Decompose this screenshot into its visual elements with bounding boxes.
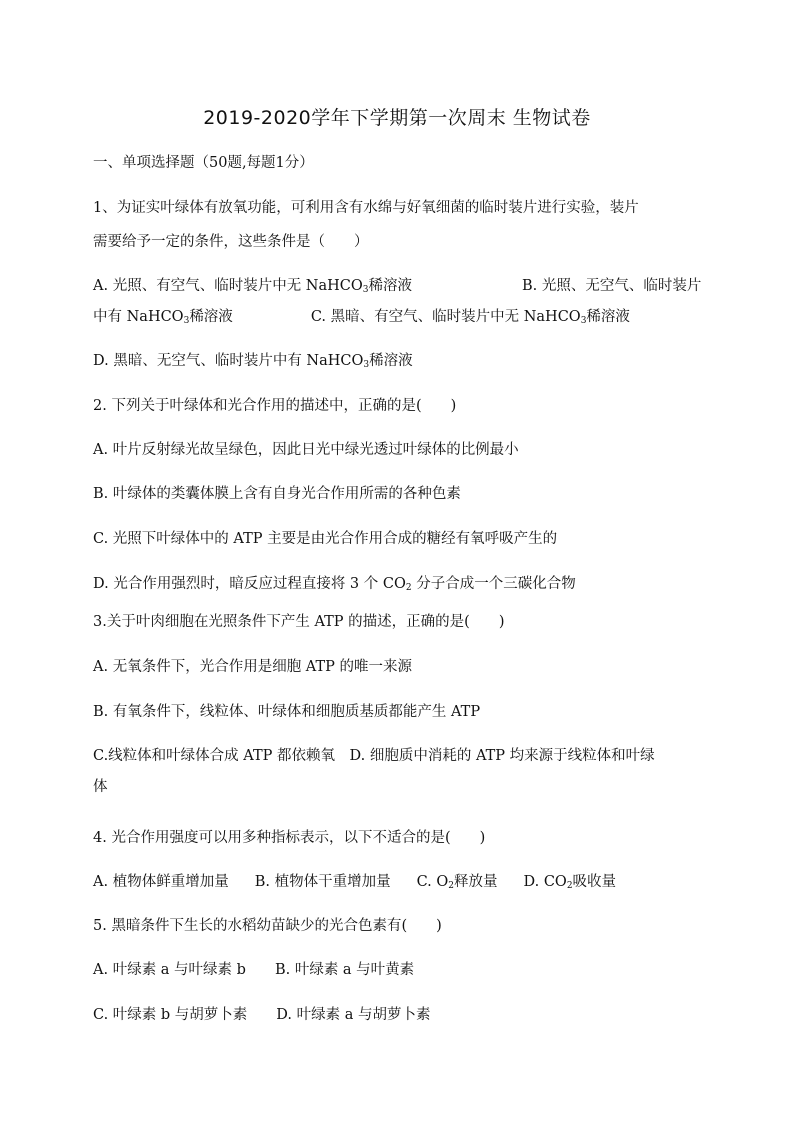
q5-options-ab: A. 叶绿素 a 与叶绿素 b B. 叶绿素 a 与叶黄素 — [93, 962, 415, 978]
q1-stem-line-1: 1、为证实叶绿体有放氧功能，可利用含有水绵与好氧细菌的临时装片进行实验，装片 — [93, 200, 639, 216]
page-title: 2019-2020学年下学期第一次周末 生物试卷 — [203, 107, 591, 129]
q2-stem: 2. 下列关于叶绿体和光合作用的描述中，正确的是( ) — [93, 398, 457, 414]
q3-options-cd-line-1: C.线粒体和叶绿体合成 ATP 都依赖氧 D. 细胞质中消耗的 ATP 均来源于线粒体和叶绿 — [93, 748, 655, 764]
q4-option-a: A. 植物体鲜重增加量 — [93, 874, 229, 890]
q3-option-b: B. 有氧条件下，线粒体、叶绿体和细胞质基质都能产生 ATP — [93, 704, 481, 720]
q2-option-d: D. 光合作用强烈时，暗反应过程直接将 3 个 $CO_2$ 分子合成一个三碳化合物 — [93, 576, 576, 593]
q1-stem-line-2: 需要给予一定的条件，这些条件是（ ） — [93, 234, 369, 250]
q1-options-line-1 — [93, 276, 705, 300]
q2-option-c: C. 光照下叶绿体中的 ATP 主要是由光合作用合成的糖经有氧呼吸产生的 — [93, 531, 558, 547]
q2-option-a: A. 叶片反射绿光故呈绿色，因此日光中绿光透过叶绿体的比例最小 — [93, 442, 519, 458]
q4-stem: 4. 光合作用强度可以用多种指标表示，以下不适合的是( ) — [93, 830, 486, 846]
q4-options — [93, 872, 705, 896]
q1-option-c: C. 黑暗、有空气、临时装片中无 NaHCO$_3$稀溶液 — [310, 309, 630, 326]
q3-stem: 3.关于叶肉细胞在光照条件下产生 ATP 的描述，正确的是( ) — [93, 614, 505, 630]
q2-option-b: B. 叶绿体的类囊体膜上含有自身光合作用所需的各种色素 — [93, 486, 461, 502]
q1-option-a: A. 光照、有空气、临时装片中无 NaHCO$_3$稀溶液 — [93, 278, 412, 295]
q4-option-b: B. 植物体干重增加量 — [254, 874, 391, 890]
q1-option-b-part-2: 中有 NaHCO$_3$稀溶液 — [93, 309, 233, 326]
q3-option-a: A. 无氧条件下，光合作用是细胞 ATP 的唯一来源 — [93, 659, 413, 675]
section-heading: 一、单项选择题（50题,每题1分） — [93, 155, 314, 171]
q1-option-d: D. 黑暗、无空气、临时装片中有 NaHCO$_3$稀溶液 — [93, 353, 413, 370]
q4-option-c: C. $O_2$释放量 — [416, 874, 498, 891]
q4-option-d: D. $CO_2$吸收量 — [523, 874, 617, 891]
q5-stem: 5. 黑暗条件下生长的水稻幼苗缺少的光合色素有( ) — [93, 918, 442, 934]
q1-options-line-2 — [93, 307, 705, 331]
q1-option-b-part-1: B. 光照、无空气、临时装片 — [522, 278, 702, 294]
q5-options-cd: C. 叶绿素 b 与胡萝卜素 D. 叶绿素 a 与胡萝卜素 — [93, 1007, 431, 1023]
q3-options-cd-line-2: 体 — [93, 779, 108, 795]
